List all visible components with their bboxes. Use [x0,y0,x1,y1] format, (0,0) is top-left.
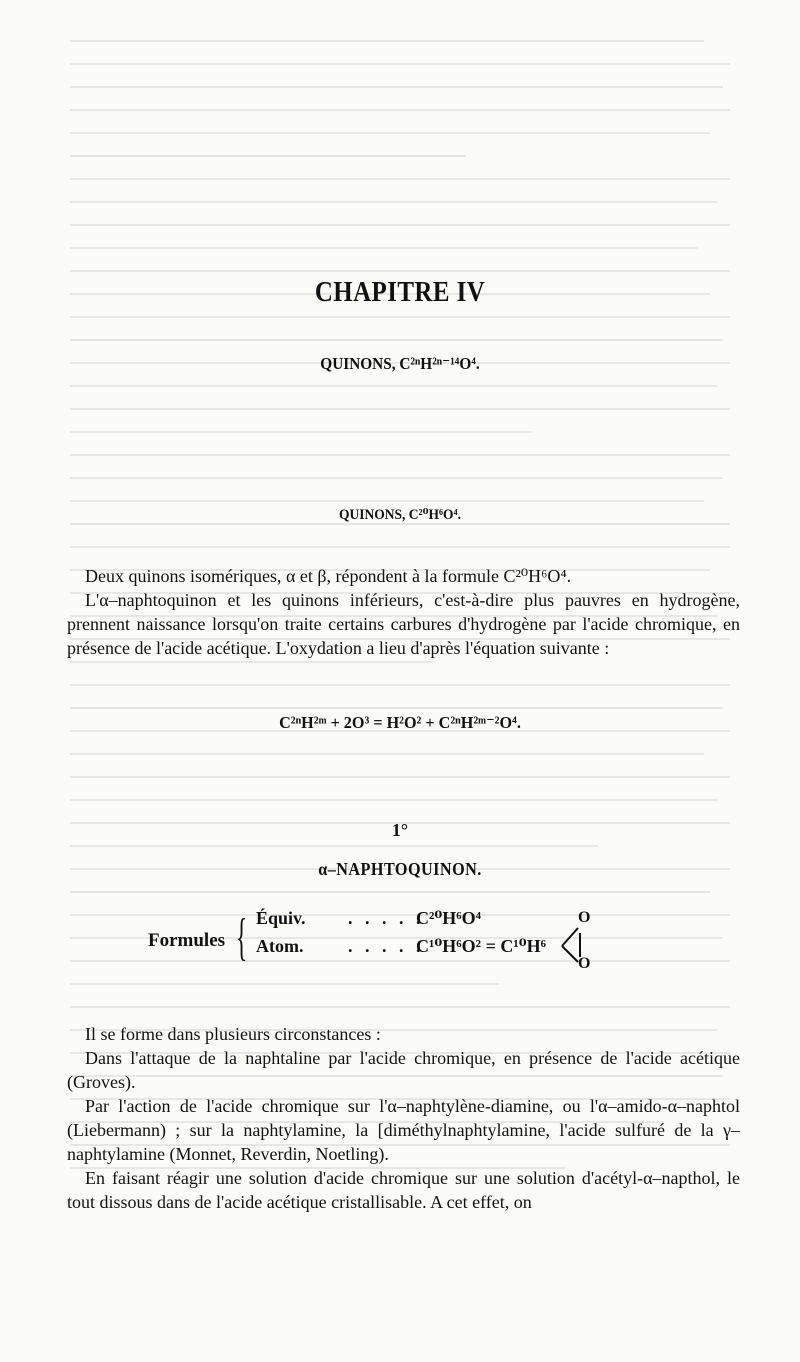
equiv-label: Équiv. [256,908,306,928]
ring-oxygen-top: O [578,909,591,926]
lower-bond-line [562,946,578,962]
item-number: 1° [391,820,409,840]
paragraph-formation: L'α–naphtoquinon et les quinons inférieurs, c'est-à-dire plus pauvres en hydrogène, prennent naissance lorsqu'on traite certains carbures d'hydrogène par l'acide chromique, en présence de l'acide acétique. L'oxydation a lieu d'après l'équation suivante : [67,590,740,658]
paragraph-circumstances: Il se forme dans plusieurs circonstances : [85,1024,381,1044]
oxidation-equation: C²ⁿH²ᵐ + 2O³ = H²O² + C²ⁿH²ᵐ⁻²O⁴. [279,713,521,732]
quinone-bond-diagram [558,902,598,968]
compound-heading: α–NAPHTOQUINON. [318,859,482,879]
paragraph-acetyl-naphtol: En faisant réagir une solution d'acide chromique sur une solution d'acétyl-α–napthol, le tout dissous dans de l'acide acétique cristallisable. A cet effet, on [67,1168,740,1212]
paragraph-chromic-action: Par l'action de l'acide chromique sur l'α–naphtylène-diamine, ou l'α–amido-α–naphtol (Liebermann) ; sur la naphtylamine, la [diméthylnaphtylamine, l'acide sulfuré de la γ–naphtylamine (Monnet, Reverdin, Noetling). [67,1096,740,1164]
ring-oxygen-bottom: O [578,955,591,968]
formulas-label: Formules [148,930,226,951]
formulas-block [148,900,618,970]
intro-paragraphs [67,564,740,660]
upper-bond-line [562,928,578,946]
atom-label: Atom. [256,936,304,956]
chapter-title: CHAPITRE IV [314,276,486,308]
section-heading: QUINONS, C²ⁿH²ⁿ⁻¹⁴O⁴. [320,354,480,373]
paragraph-naphtalene: Dans l'attaque de la naphtaline par l'acide chromique, en présence de l'acide acétique (Groves). [67,1048,740,1092]
brace-symbol: { [236,909,248,966]
atom-leader-dots: . . . . . [348,936,425,956]
paragraph-isomers: Deux quinons isomériques, α et β, répondent à la formule C²⁰H⁶O⁴. [85,566,572,586]
equiv-formula: C²⁰H⁶O⁴ [416,908,482,928]
subsection-heading: QUINONS, C²⁰H⁶O⁴. [339,507,461,523]
formation-paragraphs [67,1022,740,1214]
equiv-leader-dots: . . . . . [348,908,425,928]
atom-formula: C¹⁰H⁶O² = C¹⁰H⁶ [416,936,547,956]
